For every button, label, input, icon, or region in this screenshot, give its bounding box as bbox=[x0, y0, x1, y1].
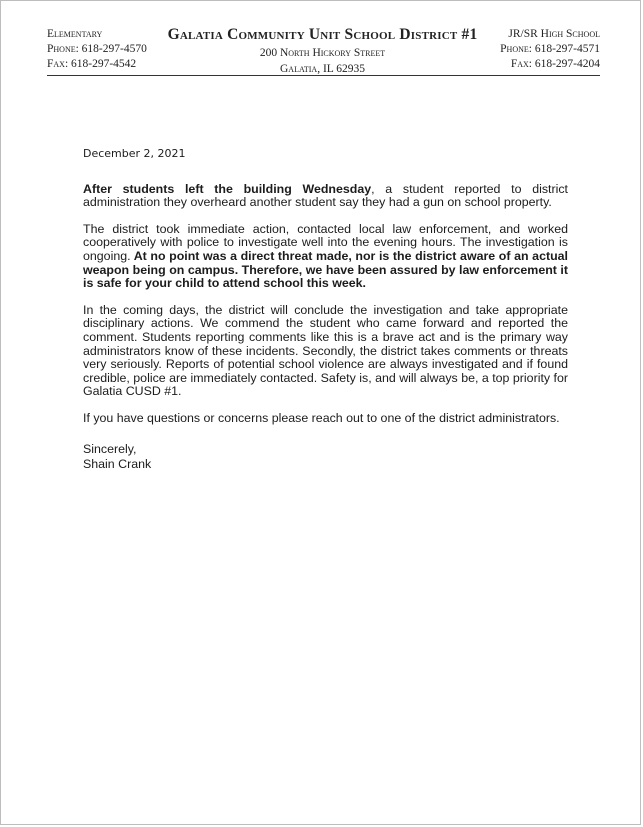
paragraph-1-bold: After students left the building Wednesday bbox=[83, 181, 372, 196]
signer-name: Shain Crank bbox=[83, 456, 152, 471]
paragraph-1 bbox=[83, 183, 568, 210]
high-school-fax: Fax: 618-297-4204 bbox=[510, 58, 600, 70]
paragraph-2-bold: At no point was a direct threat made, nor is the district aware of an actual weapon being on campus. Therefore, we have been assured by law enforcement it is safe for your child to attend school this week. bbox=[83, 248, 568, 291]
paragraph-3: In the coming days, the district will conclude the investigation and take appropriate disciplinary actions. We commend the student who came forward and reported the comment. Students reporting comments like this is a brave act and is the primary way administrators know of these incidents. Secondly, the district takes comments or threats very seriously. Reports of potential school violence are always investigated and if found credible, police are immediately contacted. Safety is, and will always be, a top priority for Galatia CUSD #1. bbox=[83, 302, 568, 399]
high-school-phone: Phone: 618-297-4571 bbox=[500, 43, 600, 55]
elementary-phone: Phone: 618-297-4570 bbox=[47, 43, 147, 55]
letterhead-district bbox=[151, 25, 494, 77]
district-name: Galatia Community Unit School District #1 bbox=[167, 26, 478, 43]
elementary-name: Elementary bbox=[47, 28, 103, 40]
paragraph-4: If you have questions or concerns please reach out to one of the district administrators. bbox=[83, 410, 560, 425]
letterhead-divider bbox=[47, 75, 600, 76]
elementary-fax: Fax: 618-297-4542 bbox=[47, 58, 137, 70]
letterhead-elementary bbox=[47, 27, 147, 72]
district-street: 200 North Hickory Street bbox=[259, 47, 386, 59]
high-school-name: JR/SR High School bbox=[508, 28, 600, 40]
paragraph-1-text: , a student reported to district administration they overheard another student say they had a gun on school property. bbox=[83, 181, 568, 210]
paragraph-2-text: The district took immediate action, contacted local law enforcement, and worked cooperatively with police to investigate well into the evening hours. The investigation is ongoing. bbox=[83, 221, 568, 263]
closing: Sincerely, bbox=[83, 441, 137, 456]
signature-block bbox=[83, 442, 568, 472]
letter-date: December 2, 2021 bbox=[83, 147, 186, 160]
district-city: Galatia, IL 62935 bbox=[280, 63, 365, 75]
paragraph-2 bbox=[83, 223, 568, 291]
letter-body bbox=[83, 147, 568, 472]
letterhead-high-school bbox=[500, 27, 600, 72]
